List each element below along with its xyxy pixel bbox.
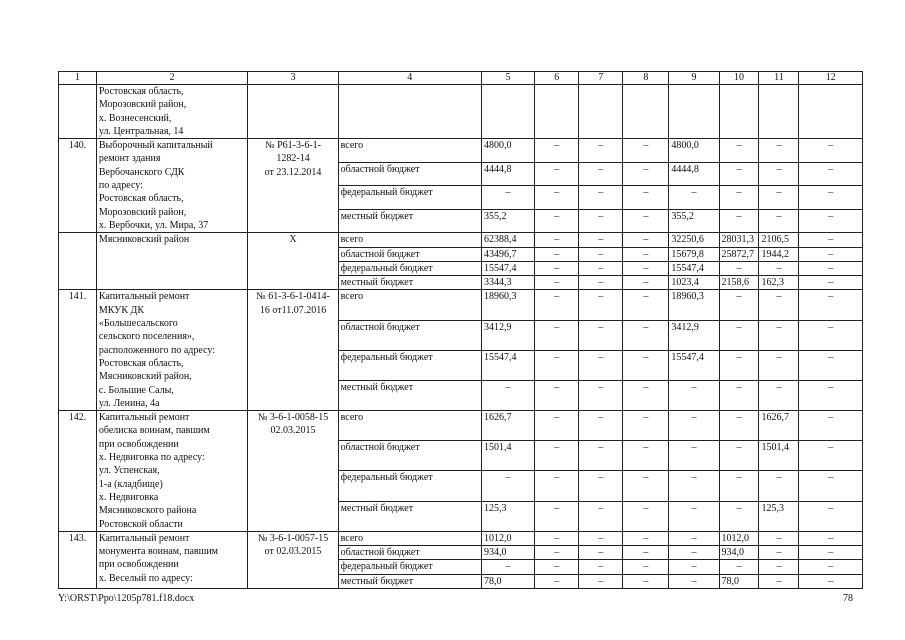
document-ref: № 3-6-1-0058-15 02.03.2015	[248, 411, 338, 532]
amount-cell: –	[759, 531, 799, 545]
amount-cell: –	[579, 233, 623, 247]
amount-cell: 1023,4	[669, 276, 719, 290]
amount-cell: 3412,9	[669, 320, 719, 350]
amount-cell: –	[623, 247, 669, 261]
funding-source: областной бюджет	[338, 320, 481, 350]
amount-cell: –	[579, 186, 623, 210]
amount-cell: –	[535, 546, 579, 560]
file-path: Y:\ORST\Ppo\1205p781.f18.docx	[58, 593, 195, 604]
amount-cell: 43496,7	[481, 247, 534, 261]
amount-cell: –	[579, 546, 623, 560]
amount-cell: –	[535, 411, 579, 441]
funding-source: местный бюджет	[338, 501, 481, 531]
amount-cell: –	[535, 261, 579, 275]
column-number: 10	[719, 72, 759, 85]
column-number: 12	[799, 72, 863, 85]
amount-cell: –	[535, 209, 579, 233]
amount-cell: –	[759, 380, 799, 410]
amount-cell: –	[579, 320, 623, 350]
amount-cell: –	[799, 441, 863, 471]
amount-cell: –	[579, 276, 623, 290]
amount-cell: 355,2	[669, 209, 719, 233]
page-number: 78	[843, 593, 853, 604]
document-ref: № 3-6-1-0057-15 от 02.03.2015	[248, 531, 338, 588]
amount-cell: 1626,7	[759, 411, 799, 441]
row-number: 141.	[59, 290, 97, 411]
amount-cell: –	[759, 162, 799, 186]
funding-source: местный бюджет	[338, 380, 481, 410]
amount-cell: –	[535, 247, 579, 261]
amount-cell: –	[799, 209, 863, 233]
object-name: Мясниковский район	[96, 233, 248, 290]
amount-cell: –	[579, 139, 623, 163]
funding-source: всего	[338, 139, 481, 163]
table-body	[59, 85, 863, 589]
object-name: Капитальный ремонт монумента воинам, павшим при освобождении х. Веселый по адресу:	[96, 531, 248, 588]
amount-cell: –	[799, 261, 863, 275]
amount-cell: –	[719, 350, 759, 380]
amount-cell: –	[481, 380, 534, 410]
amount-cell: 18960,3	[669, 290, 719, 320]
document-ref: № 61-3-6-1-0414- 16 от11.07.2016	[248, 290, 338, 411]
amount-cell: –	[759, 350, 799, 380]
amount-cell: –	[669, 531, 719, 545]
amount-cell: –	[579, 441, 623, 471]
amount-cell: –	[719, 380, 759, 410]
amount-cell: –	[535, 531, 579, 545]
amount-cell: –	[669, 441, 719, 471]
amount-cell: 4444,8	[481, 162, 534, 186]
amount-cell: 28031,3	[719, 233, 759, 247]
amount-cell: –	[481, 560, 534, 574]
amount-cell: –	[535, 290, 579, 320]
row-number: 143.	[59, 531, 97, 588]
amount-cell: –	[719, 162, 759, 186]
funding-source: всего	[338, 411, 481, 441]
amount-cell: –	[535, 574, 579, 588]
amount-cell: 1501,4	[759, 441, 799, 471]
amount-cell: –	[799, 501, 863, 531]
amount-cell: –	[623, 209, 669, 233]
amount-cell: 15547,4	[481, 350, 534, 380]
amount-cell: 32250,6	[669, 233, 719, 247]
table-row	[59, 531, 863, 545]
amount-cell: –	[719, 186, 759, 210]
amount-cell: –	[799, 350, 863, 380]
funding-source: местный бюджет	[338, 276, 481, 290]
amount-cell: –	[719, 290, 759, 320]
amount-cell: –	[623, 320, 669, 350]
amount-cell: –	[579, 261, 623, 275]
funding-source: местный бюджет	[338, 574, 481, 588]
amount-cell: –	[759, 261, 799, 275]
amount-cell: –	[799, 574, 863, 588]
amount-cell: –	[669, 501, 719, 531]
amount-cell: 355,2	[481, 209, 534, 233]
amount-cell: –	[623, 560, 669, 574]
amount-cell: –	[579, 531, 623, 545]
funding-source: федеральный бюджет	[338, 261, 481, 275]
object-name: Капитальный ремонт обелиска воинам, павшим при освобождении х. Недвиговка по адресу: ул. Успенская, 1-а (кладбище) х. Недвиговка Мясниковского района Ростовской области	[96, 411, 248, 532]
amount-cell: –	[759, 320, 799, 350]
amount-cell: –	[623, 380, 669, 410]
budget-table-page	[58, 71, 863, 589]
amount-cell: 15547,4	[481, 261, 534, 275]
amount-cell: 125,3	[759, 501, 799, 531]
amount-cell: –	[799, 290, 863, 320]
amount-cell: 1501,4	[481, 441, 534, 471]
amount-cell: 4800,0	[669, 139, 719, 163]
funding-source: областной бюджет	[338, 247, 481, 261]
amount-cell: 2106,5	[759, 233, 799, 247]
amount-cell: –	[799, 247, 863, 261]
amount-cell: –	[579, 471, 623, 501]
row-number	[59, 233, 97, 290]
amount-cell: –	[535, 162, 579, 186]
amount-cell: –	[719, 560, 759, 574]
document-ref: № Р61-3-6-1- 1282-14 от 23.12.2014	[248, 139, 338, 233]
amount-cell: –	[535, 560, 579, 574]
amount-cell: –	[799, 186, 863, 210]
amount-cell: 4800,0	[481, 139, 534, 163]
amount-cell: –	[719, 441, 759, 471]
amount-cell: –	[759, 560, 799, 574]
amount-cell: –	[719, 501, 759, 531]
amount-cell: –	[481, 471, 534, 501]
amount-cell: –	[623, 290, 669, 320]
amount-cell: –	[719, 209, 759, 233]
amount-cell: –	[623, 501, 669, 531]
amount-cell: –	[799, 546, 863, 560]
amount-cell: –	[759, 186, 799, 210]
amount-cell: –	[759, 546, 799, 560]
funding-source: федеральный бюджет	[338, 186, 481, 210]
column-number: 9	[669, 72, 719, 85]
amount-cell: –	[535, 233, 579, 247]
amount-cell: –	[623, 531, 669, 545]
amount-cell: 934,0	[481, 546, 534, 560]
column-number: 8	[623, 72, 669, 85]
amount-cell: 1012,0	[481, 531, 534, 545]
column-number: 6	[535, 72, 579, 85]
funding-source: областной бюджет	[338, 162, 481, 186]
funding-source: областной бюджет	[338, 546, 481, 560]
amount-cell: –	[669, 411, 719, 441]
column-number: 1	[59, 72, 97, 85]
column-number: 11	[759, 72, 799, 85]
amount-cell: –	[623, 546, 669, 560]
amount-cell: 1626,7	[481, 411, 534, 441]
amount-cell: –	[579, 247, 623, 261]
amount-cell: –	[623, 162, 669, 186]
amount-cell: –	[579, 501, 623, 531]
amount-cell: –	[535, 380, 579, 410]
amount-cell: –	[799, 560, 863, 574]
amount-cell: –	[623, 233, 669, 247]
amount-cell: 18960,3	[481, 290, 534, 320]
amount-cell: –	[669, 186, 719, 210]
amount-cell: 15547,4	[669, 261, 719, 275]
amount-cell: –	[535, 276, 579, 290]
amount-cell: 2158,6	[719, 276, 759, 290]
amount-cell: 25872,7	[719, 247, 759, 261]
amount-cell: –	[623, 186, 669, 210]
amount-cell: –	[719, 320, 759, 350]
table-row	[59, 290, 863, 320]
amount-cell: –	[623, 261, 669, 275]
amount-cell: –	[759, 471, 799, 501]
amount-cell: –	[535, 471, 579, 501]
amount-cell: –	[719, 411, 759, 441]
amount-cell: –	[623, 441, 669, 471]
amount-cell: 78,0	[481, 574, 534, 588]
amount-cell: –	[669, 380, 719, 410]
amount-cell: –	[669, 574, 719, 588]
funding-source: федеральный бюджет	[338, 350, 481, 380]
document-ref: Х	[248, 233, 338, 290]
amount-cell: –	[623, 471, 669, 501]
column-number: 4	[338, 72, 481, 85]
table-row	[59, 411, 863, 441]
amount-cell: –	[719, 471, 759, 501]
table-row-continuation	[59, 85, 863, 139]
amount-cell: –	[623, 574, 669, 588]
amount-cell: –	[799, 380, 863, 410]
amount-cell: –	[799, 139, 863, 163]
amount-cell: –	[579, 380, 623, 410]
amount-cell: –	[579, 560, 623, 574]
amount-cell: –	[719, 139, 759, 163]
table-row	[59, 233, 863, 247]
budget-table	[58, 71, 863, 589]
amount-cell: –	[579, 411, 623, 441]
amount-cell: –	[579, 574, 623, 588]
object-name: Выборочный капитальный ремонт здания Вербочанского СДК по адресу: Ростовская область, Морозовский район, х. Вербочки, ул. Мира, 37	[96, 139, 248, 233]
amount-cell: –	[623, 276, 669, 290]
amount-cell: –	[535, 501, 579, 531]
amount-cell: –	[535, 350, 579, 380]
amount-cell: –	[579, 350, 623, 380]
amount-cell: 934,0	[719, 546, 759, 560]
column-number: 5	[481, 72, 534, 85]
amount-cell: –	[579, 162, 623, 186]
funding-source: федеральный бюджет	[338, 560, 481, 574]
amount-cell: 62388,4	[481, 233, 534, 247]
amount-cell: –	[759, 290, 799, 320]
amount-cell: –	[669, 471, 719, 501]
funding-source: всего	[338, 290, 481, 320]
amount-cell: 15679,8	[669, 247, 719, 261]
table-header	[59, 72, 863, 85]
amount-cell: –	[623, 139, 669, 163]
address-continuation: Ростовская область, Морозовский район, х. Вознесенский, ул. Центральная, 14	[96, 85, 248, 139]
funding-source: областной бюджет	[338, 441, 481, 471]
object-name: Капитальный ремонт МКУК ДК «Большесальского сельского поселения», расположенного по адресу: Ростовская область, Мясниковский район, с. Большие Салы, ул. Ленина, 4а	[96, 290, 248, 411]
column-number: 3	[248, 72, 338, 85]
funding-source: местный бюджет	[338, 209, 481, 233]
amount-cell: 15547,4	[669, 350, 719, 380]
amount-cell: –	[579, 209, 623, 233]
row-number: 140.	[59, 139, 97, 233]
funding-source: федеральный бюджет	[338, 471, 481, 501]
amount-cell: 4444,8	[669, 162, 719, 186]
amount-cell: 3412,9	[481, 320, 534, 350]
amount-cell: –	[579, 290, 623, 320]
amount-cell: –	[799, 276, 863, 290]
amount-cell: –	[535, 320, 579, 350]
amount-cell: –	[799, 471, 863, 501]
amount-cell: –	[759, 139, 799, 163]
amount-cell: –	[669, 546, 719, 560]
header-row	[59, 72, 863, 85]
amount-cell: 1012,0	[719, 531, 759, 545]
column-number: 2	[96, 72, 248, 85]
row-number: 142.	[59, 411, 97, 532]
amount-cell: –	[535, 441, 579, 471]
amount-cell: 125,3	[481, 501, 534, 531]
funding-source: всего	[338, 531, 481, 545]
amount-cell: 162,3	[759, 276, 799, 290]
amount-cell: –	[535, 139, 579, 163]
amount-cell: –	[719, 261, 759, 275]
amount-cell: 3344,3	[481, 276, 534, 290]
funding-source: всего	[338, 233, 481, 247]
amount-cell: –	[799, 531, 863, 545]
column-number: 7	[579, 72, 623, 85]
amount-cell: –	[623, 350, 669, 380]
amount-cell: 1944,2	[759, 247, 799, 261]
amount-cell: –	[759, 574, 799, 588]
amount-cell: –	[759, 209, 799, 233]
amount-cell: –	[623, 411, 669, 441]
amount-cell: –	[799, 320, 863, 350]
amount-cell: 78,0	[719, 574, 759, 588]
amount-cell: –	[799, 233, 863, 247]
amount-cell: –	[535, 186, 579, 210]
table-row	[59, 139, 863, 163]
amount-cell: –	[669, 560, 719, 574]
amount-cell: –	[799, 411, 863, 441]
amount-cell: –	[481, 186, 534, 210]
amount-cell: –	[799, 162, 863, 186]
